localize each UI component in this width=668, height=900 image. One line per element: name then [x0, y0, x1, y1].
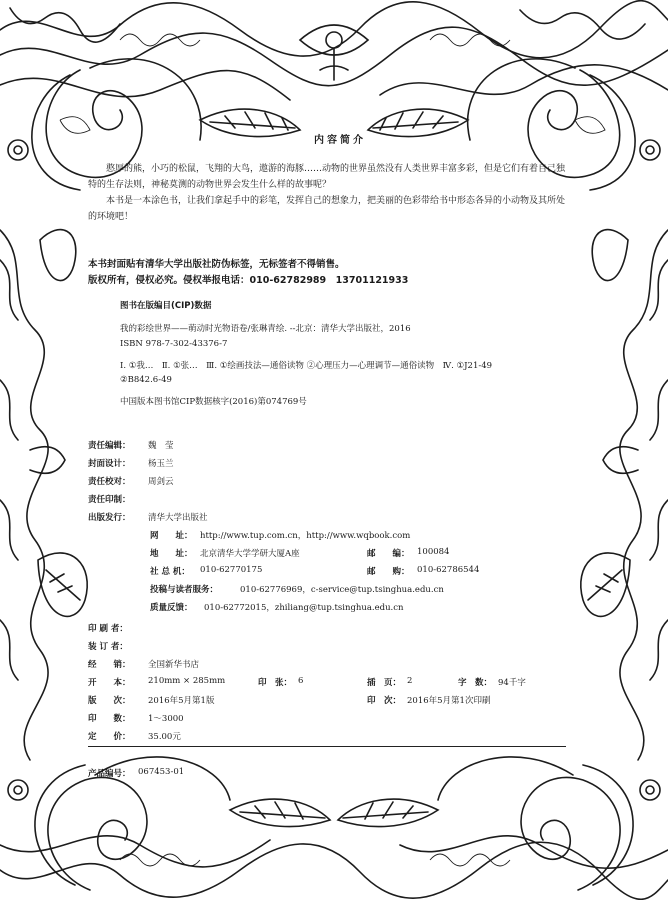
price-label: 定 价：	[88, 732, 131, 742]
cip-line-1: 我的彩绘世界——萌动时光物语卷/张琳青绘. --北京：清华大学出版社，2016	[120, 324, 411, 334]
switchboard-label: 社 总 机：	[150, 567, 190, 577]
print-manager-label: 责任印制：	[88, 495, 131, 505]
summary-title: 内容简介	[314, 135, 366, 146]
switchboard-value: 010-62770175	[200, 565, 263, 575]
editor-label: 责任编辑：	[88, 441, 131, 451]
format-value: 210mm × 285mm	[148, 676, 226, 686]
reader-service-label: 投稿与读者服务：	[150, 585, 219, 595]
distributor-label: 经 销：	[88, 660, 131, 670]
word-count-value: 94千字	[498, 678, 526, 688]
sheets-label: 印 张：	[258, 678, 293, 688]
quality-feedback-label: 质量反馈：	[150, 603, 193, 613]
quality-feedback-value: 010-62772015，zhiliang@tup.tsinghua.edu.cn	[204, 603, 404, 613]
publisher-label: 出版发行：	[88, 513, 131, 523]
plates-value: 2	[407, 676, 413, 686]
proofread-label: 责任校对：	[88, 477, 131, 487]
zipcode-label: 邮 编：	[367, 549, 410, 559]
copyright-notice: 版权所有，侵权必究。侵权举报电话：010-62782989 13701121933	[88, 275, 409, 286]
price-value: 35.00元	[148, 732, 181, 742]
address-value: 北京清华大学学研大厦A座	[200, 549, 300, 559]
printer-label: 印 刷 者：	[88, 624, 128, 634]
website-value: http://www.tup.com.cn，http://www.wqbook.com	[200, 531, 411, 541]
binder-label: 装 订 者：	[88, 642, 128, 652]
cover-design-label: 封面设计：	[88, 459, 131, 469]
sheets-value: 6	[298, 676, 304, 686]
cip-line-3: Ⅰ. ①我… Ⅱ. ①张… Ⅲ. ①绘画技法—通俗读物 ②心理压力—心理调节—通俗读物 Ⅳ. ①J21-49	[120, 361, 493, 371]
mail-order-value: 010-62786544	[417, 565, 480, 575]
mail-order-label: 邮 购：	[367, 567, 410, 577]
printing-label: 印 次：	[367, 696, 402, 706]
printing-value: 2016年5月第1次印刷	[407, 696, 491, 706]
reader-service-value: 010-62776969，c-service@tup.tsinghua.edu.cn	[240, 585, 444, 595]
cip-line-4: ②B842.6-49	[120, 375, 172, 385]
summary-paragraph-1: 憨厚的熊，小巧的松鼠，飞翔的大鸟，遨游的海豚……动物的世界虽然没有人类世界丰富多彩，但是它们有着自己独特的生存法则，神秘莫测的动物世界会发生什么样的故事呢？	[88, 164, 566, 190]
cover-design-value: 杨玉兰	[148, 459, 174, 469]
distributor-value: 全国新华书店	[148, 660, 200, 670]
cip-heading: 图书在版编目(CIP)数据	[120, 301, 212, 311]
format-label: 开 本：	[88, 678, 131, 688]
zipcode-value: 100084	[417, 547, 450, 557]
address-label: 地 址：	[150, 549, 193, 559]
summary-paragraph-2: 本书是一本涂色书，让我们拿起手中的彩笔，发挥自己的想象力，把美丽的色彩带给书中形态各异的小动物及其所处的环境吧！	[88, 196, 566, 222]
product-code-value: 067453-01	[138, 767, 185, 777]
cip-number: 中国版本图书馆CIP数据核字(2016)第074769号	[120, 397, 307, 407]
print-run-label: 印 数：	[88, 714, 131, 724]
word-count-label: 字 数：	[458, 678, 493, 688]
product-code-label: 产品编号：	[88, 769, 131, 779]
anti-counterfeit-notice: 本书封面贴有清华大学出版社防伪标签，无标签者不得销售。	[88, 259, 345, 270]
editor-value: 魏 莹	[148, 441, 174, 451]
edition-label: 版 次：	[88, 696, 131, 706]
publisher-value: 清华大学出版社	[148, 513, 208, 523]
divider-line	[88, 746, 566, 747]
cip-isbn: ISBN 978-7-302-43376-7	[120, 339, 228, 349]
website-label: 网 址：	[150, 531, 193, 541]
print-run-value: 1～3000	[148, 714, 184, 724]
edition-value: 2016年5月第1版	[148, 696, 215, 706]
plates-label: 插 页：	[367, 678, 402, 688]
proofread-value: 周剑云	[148, 477, 174, 487]
